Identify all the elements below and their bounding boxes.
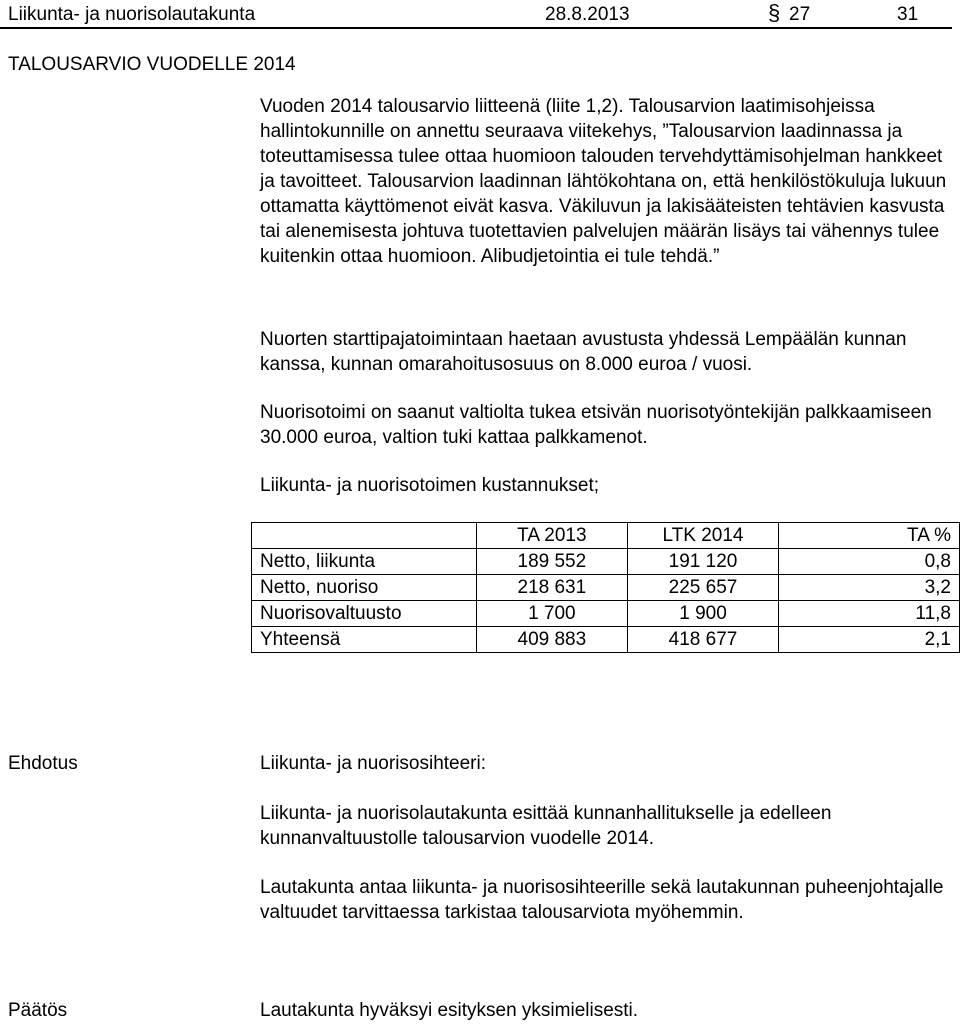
table-header-cell: TA 2013 [476,523,627,549]
row-label: Netto, nuoriso [252,575,477,601]
proposal-presenter [260,751,950,776]
paragraph-text: Lautakunta antaa liikunta- ja nuorisosihteerille sekä lautakunnan puheenjohtajalle valtuudet tarvittaessa tarkistaa talousarviota myöhemmin. [260,877,944,923]
table-header-cell [252,523,477,549]
document-title: TALOUSARVIO VUODELLE 2014 [8,54,296,75]
paragraph-text: Nuorisotoimi on saanut valtiolta tukea etsivän nuorisotyöntekijän palkkaamiseen 30.000 euroa, valtion tuki kattaa palkkamenot. [260,402,932,448]
table-cell: 409 883 [476,627,627,653]
table-row [252,601,960,627]
table-cell: 191 120 [627,549,778,575]
table-row [252,549,960,575]
proposal-text-2 [260,875,950,925]
row-label: Nuorisovaltuusto [252,601,477,627]
paragraph-text: Nuorten starttipajatoimintaan haetaan avustusta yhdessä Lempäälän kunnan kanssa, kunnan omarahoitusosuus on 8.000 euroa / vuosi. [260,329,907,375]
page-number: 31 [897,4,919,25]
paragraph-text: Liikunta- ja nuorisolautakunta esittää kunnanhallitukselle ja edelleen kunnanvaltuustolle talousarvion vuodelle 2014. [260,803,832,849]
presenter-text: Liikunta- ja nuorisosihteeri: [260,753,487,774]
row-label: Yhteensä [252,627,477,653]
table-cell: 189 552 [476,549,627,575]
table-header-cell: TA % [779,523,960,549]
costs-intro [260,473,950,498]
budget-paragraph-1 [260,94,950,269]
header-committee: Liikunta- ja nuorisolautakunta [8,4,256,25]
proposal-text-1 [260,801,950,851]
decision-label: Päätös [8,1000,68,1021]
proposal-label: Ehdotus [8,753,78,774]
table-header-row [252,523,960,549]
table-cell: 1 900 [627,601,778,627]
table-row [252,575,960,601]
header-rule [0,27,952,29]
table-cell: 225 657 [627,575,778,601]
table-cell: 2,1 [779,627,960,653]
costs-table [251,522,960,653]
decision-text [260,998,950,1023]
table-header-cell: LTK 2014 [627,523,778,549]
table-cell: 218 631 [476,575,627,601]
paragraph-text: Lautakunta hyväksyi esityksen yksimielisesti. [260,1000,639,1021]
row-label: Netto, liikunta [252,549,477,575]
table-cell: 11,8 [779,601,960,627]
section-number: 27 [789,4,811,25]
table-cell: 3,2 [779,575,960,601]
budget-paragraph-2 [260,327,950,377]
budget-paragraph-3 [260,400,950,450]
table-row [252,627,960,653]
table-cell: 1 700 [476,601,627,627]
section-symbol: § [768,0,781,25]
table-cell: 418 677 [627,627,778,653]
paragraph-text: Liikunta- ja nuorisotoimen kustannukset; [260,475,600,496]
header-date: 28.8.2013 [545,4,630,25]
table-cell: 0,8 [779,549,960,575]
paragraph-text: Vuoden 2014 talousarvio liitteenä (liite 1,2). Talousarvion laatimisohjeissa hallintokunnille on annettu seuraava viitekehys, ”Talousarvion laadinnassa ja toteuttamisessa tulee ottaa huomioon talouden tervehdyttämisohjelman hankkeet ja tavoitteet. Talousarvion laadinnan lähtökohtana on, että henkilöstökuluja lukuun ottamatta käyttömenot eivät kasva. Väkiluvun ja lakisääteisten tehtävien kasvusta tai alenemisesta johtuva tuotettavien palvelujen määrän lisäys tai vähennys tulee kuitenkin ottaa huomioon. Alibudjetointia ei tule tehdä.” [260,96,947,267]
